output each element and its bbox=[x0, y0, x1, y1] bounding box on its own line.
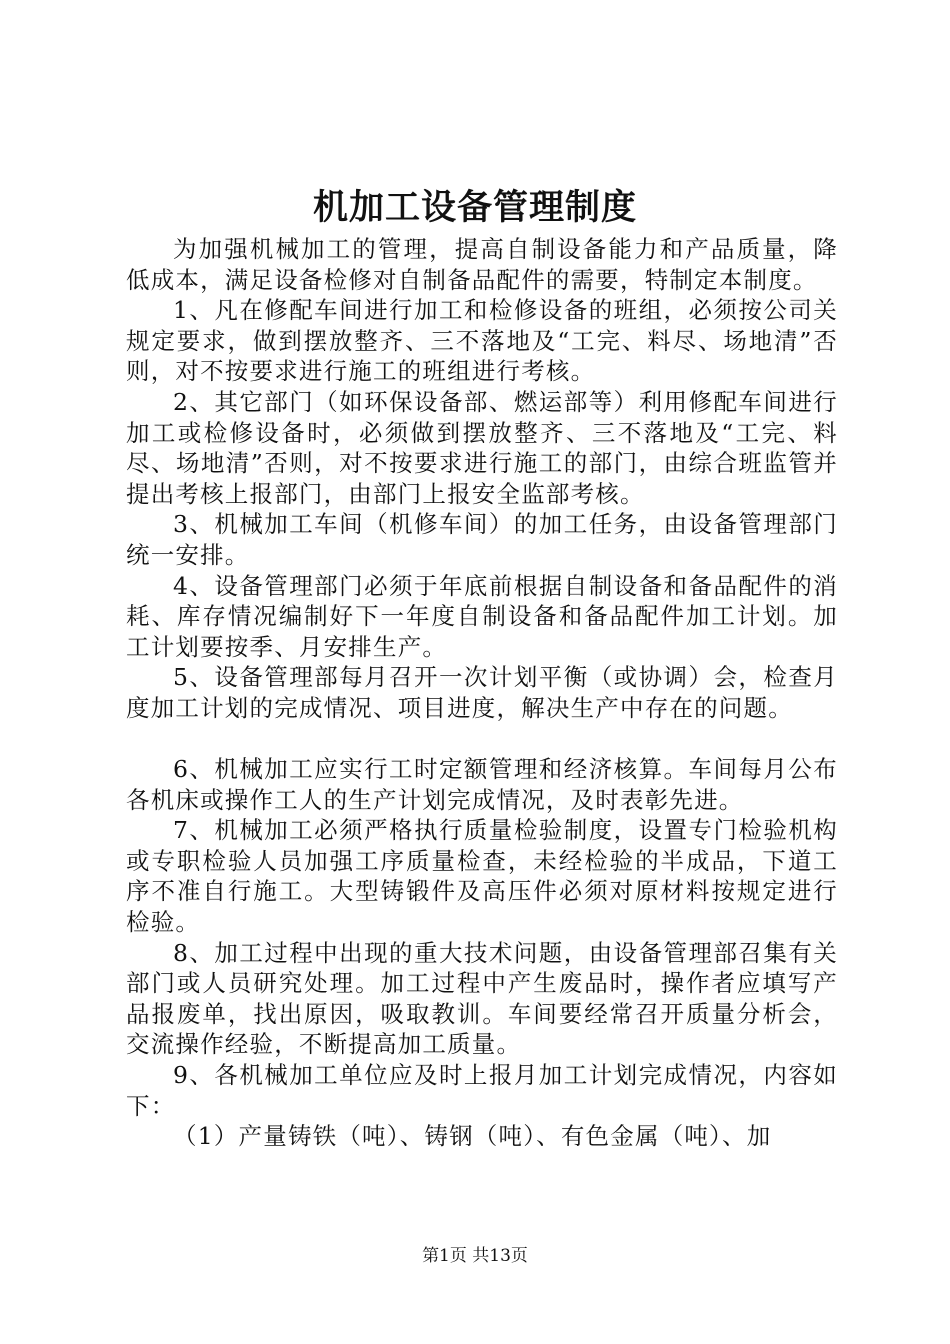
document-body bbox=[126, 234, 838, 1152]
clause-8-paragraph: 8、加工过程中出现的重大技术问题，由设备管理部召集有关部门或人员研究处理。加工过程中产生废品时，操作者应填写产品报废单，找出原因，吸取教训。车间要经常召开质量分析会，交流操作经验，不断提高加工质量。 bbox=[126, 938, 838, 1059]
intro-paragraph: 为加强机械加工的管理，提高自制设备能力和产品质量，降低成本，满足设备检修对自制备品配件的需要，特制定本制度。 bbox=[126, 235, 838, 294]
clause-3-paragraph: 3、机械加工车间（机修车间）的加工任务，由设备管理部门统一安排。 bbox=[126, 510, 838, 569]
clause-1-paragraph: 1、凡在修配车间进行加工和检修设备的班组，必须按公司关规定要求，做到摆放整齐、三不落地及“工完、料尽、场地清”否则，对不按要求进行施工的班组进行考核。 bbox=[126, 296, 838, 386]
document-title: 机加工设备管理制度 bbox=[312, 187, 637, 228]
clause-9-item-1-paragraph: （1）产量铸铁（吨）、铸钢（吨）、有色金属（吨）、加 bbox=[173, 1122, 772, 1151]
clause-9-paragraph: 9、各机械加工单位应及时上报月加工计划完成情况，内容如下： bbox=[126, 1061, 838, 1120]
clause-4-paragraph: 4、设备管理部门必须于年底前根据自制设备和备品配件的消耗、库存情况编制好下一年度自制设备和备品配件加工计划。加工计划要按季、月安排生产。 bbox=[126, 571, 838, 661]
clause-5-paragraph: 5、设备管理部每月召开一次计划平衡（或协调）会，检查月度加工计划的完成情况、项目进度，解决生产中存在的问题。 bbox=[126, 663, 838, 722]
clause-7-paragraph: 7、机械加工必须严格执行质量检验制度，设置专门检验机构或专职检验人员加强工序质量检查，未经检验的半成品，下道工序不准自行施工。大型铸锻件及高压件必须对原材料按规定进行检验。 bbox=[126, 816, 838, 937]
page-footer: 第1页 共13页 bbox=[422, 1246, 528, 1266]
clause-2-paragraph: 2、其它部门（如环保设备部、燃运部等）利用修配车间进行加工或检修设备时，必须做到摆放整齐、三不落地及“工完、料尽、场地清”否则，对不按要求进行施工的部门，由综合班监管并提出考核上报部门，由部门上报安全监部考核。 bbox=[126, 387, 838, 508]
clause-6-paragraph: 6、机械加工应实行工时定额管理和经济核算。车间每月公布各机床或操作工人的生产计划完成情况，及时表彰先进。 bbox=[126, 755, 838, 814]
